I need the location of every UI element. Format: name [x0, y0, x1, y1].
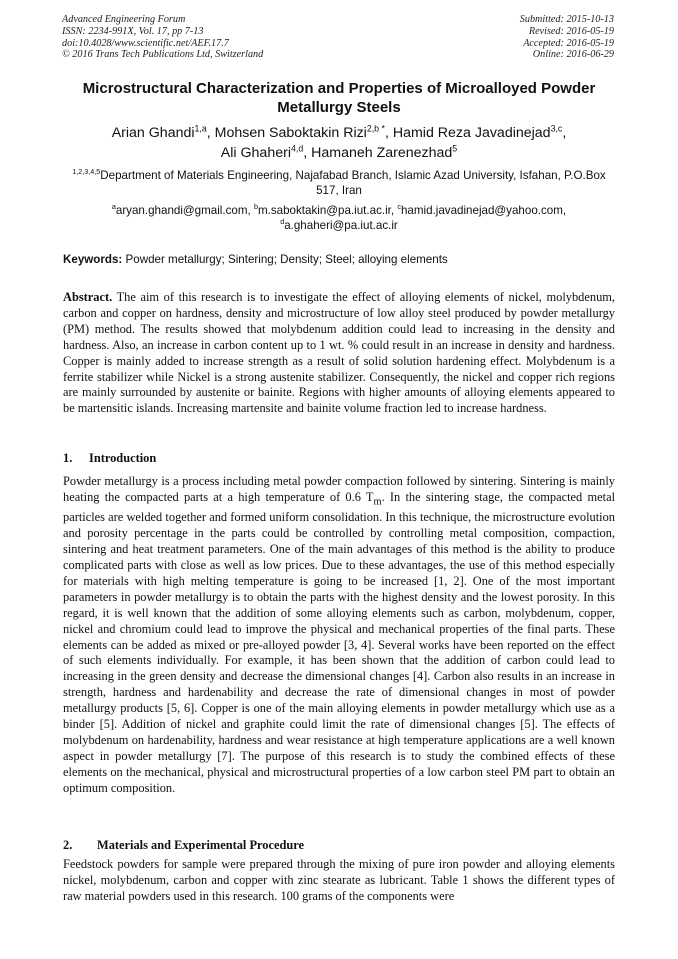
journal-copyright: © 2016 Trans Tech Publications Ltd, Switzerland	[62, 49, 264, 61]
author-emails	[60, 203, 618, 233]
author-name: Mohsen Saboktakin Rizi	[214, 125, 367, 141]
paragraph-text: . In the sintering stage, the compacted metal particles are welded together and formed uniform consolidation. In this technique, the microstructure evolution and porosity percentage in the parts could be controlled by controlling metal composition, compaction, sintering and heat treatment parameters. One of the main advantages of this method is the ability to produce complicated parts with close as well as low prices. Due to these advantages, the use of this method especially for materials with high melting temperature is going to be increased [1, 2]. One of the most important parameters in powder metallurgy is to obtain the parts with the highest density and the lowest porosity. In this regard, it is well known that the addition of some alloying elements such as carbon, molybdenum, copper, nickel and chromium could lead to improve the physical and mechanical properties of the final parts. These elements can be added as mixed or pre-alloyed powder [3, 4]. Several works have been reported on the effect of such elements individually. For example, it has been shown that the addition of carbon could lead to increasing in the green density and decrease the dimensional changes [4]. Carbon also results in an increase in strength, hardness and hardenability and decrease the rate of dimensional changes in most of powder metallurgy products [5, 6]. Copper is one of the main alloying elements in powder metallurgy which use as a binder [5]. Addition of nickel and graphite could limit the rate of dimensional changes [5]. The effects of molybdenum on hardenability, hardness and wear resistance at high temperature applications are a well known aspect in powder metallurgy [7]. The purpose of this research is to study the combined effects of these elements on the mechanical, physical and microstructural properties of a low carbon steel PM part to obtain an optimum composition.	[63, 489, 616, 795]
keywords	[63, 253, 615, 267]
email-link[interactable]: m.saboktakin@pa.iut.ac.ir,	[257, 204, 395, 217]
email-link[interactable]: a.ghaheri@pa.iut.ac.ir	[284, 219, 398, 232]
author-name: Arian Ghandi	[111, 125, 195, 141]
introduction-paragraph	[63, 474, 615, 797]
author-list: Arian Ghandi$^{1,a}$, Mohsen Saboktakin Rizi$^{2,b *}$, Hamid Reza Javadinejad$^{3,c}$, Ali Ghaheri$^{4,d}$, Hamaneh Zarenezhad$^5$	[111, 123, 567, 161]
date-accepted: Accepted: 2016-05-19	[523, 37, 614, 49]
section-title: Introduction	[89, 451, 157, 465]
date-revised: Revised: 2016-05-19	[528, 25, 614, 37]
paragraph-text: Powder metallurgy is a process including metal powder compaction followed by sintering. Sintering is mainly heating the compacted parts at a high temperature of 0.6 T	[63, 474, 615, 504]
affiliation	[60, 168, 618, 198]
email-mark: b	[253, 202, 258, 212]
affiliation-text: Department of Materials Engineering, Najafabad Branch, Islamic Azad University, Isfahan, P.O.Box 517, Iran	[100, 169, 606, 197]
section-title: Materials and Experimental Procedure	[97, 838, 305, 852]
journal-info	[62, 14, 263, 61]
abstract	[63, 290, 615, 417]
author-affiliation-mark: 5	[452, 143, 458, 154]
author-name: Hamaneh Zarenezhad	[311, 145, 453, 161]
section-heading-materials	[63, 838, 304, 853]
abstract-text: The aim of this research is to investigate the effect of alloying elements of nickel, molybdenum, carbon and copper on hardness, density and microstructure of low alloy steel produced by powder metallurgy (PM) method. The results showed that molybdenum addition could lead to increasing in the density and hardness. Also, an increase in carbon content up to 1 wt. % could result in an increase in density and hardness. Copper is mainly added to increase strength as a result of solid solution hardening effect. Molybdenum is a ferrite stabilizer while Nickel is a strong austenite stabilizer. Consequently, the nickel and copper rich regions are mainly surrounded by austenite or bainite. Regions with higher amounts of alloying elements appeared to be martensitic islands. Increasing martensite and bainite volume fraction led to increase hardness.	[63, 290, 615, 416]
email-link[interactable]: aryan.ghandi@gmail.com,	[115, 204, 251, 217]
section-number: 2.	[63, 838, 73, 852]
section-heading-introduction	[63, 451, 156, 466]
email-mark: d	[280, 217, 285, 227]
date-online: Online: 2016-06-29	[532, 49, 614, 61]
author-name: Hamid Reza Javadinejad	[392, 125, 551, 141]
date-submitted: Submitted: 2015-10-13	[519, 14, 614, 25]
keywords-text: Powder metallurgy; Sintering; Density; Steel; alloying elements	[125, 253, 448, 266]
journal-doi: doi:10.4028/www.scientific.net/AEF.17.7	[62, 37, 229, 49]
journal-issn: ISSN: 2234-991X, Vol. 17, pp 7-13	[62, 25, 204, 37]
materials-paragraph: Feedstock powders for sample were prepared through the mixing of pure iron powder and alloying elements nickel, molybdenum, carbon and copper with zinc stearate as lubricant. Table 1 shows the different types of raw material powders used in this research. 100 grams of the components were	[63, 857, 615, 903]
journal-name: Advanced Engineering Forum	[62, 14, 186, 25]
email-mark: a	[111, 202, 116, 212]
author-affiliation-mark: 3,c	[550, 123, 563, 134]
abstract-label: Abstract.	[63, 290, 113, 304]
author-affiliation-mark: 4,d	[290, 143, 304, 154]
paper-title: Microstructural Characterization and Properties of Microalloyed Powder Metallurgy Steels	[82, 80, 596, 116]
author-name: Ali Ghaheri	[220, 145, 291, 161]
keywords-label: Keywords:	[63, 253, 123, 266]
author-affiliation-mark: 1,a	[194, 123, 207, 134]
email-mark: c	[397, 202, 401, 212]
submission-dates	[520, 14, 614, 61]
section-number: 1.	[63, 451, 73, 465]
affiliation-mark: 1,2,3,4,5	[72, 167, 101, 177]
email-link[interactable]: hamid.javadinejad@yahoo.com,	[400, 204, 567, 217]
subscript: m	[373, 496, 382, 508]
author-affiliation-mark: 2,b *	[366, 123, 385, 134]
